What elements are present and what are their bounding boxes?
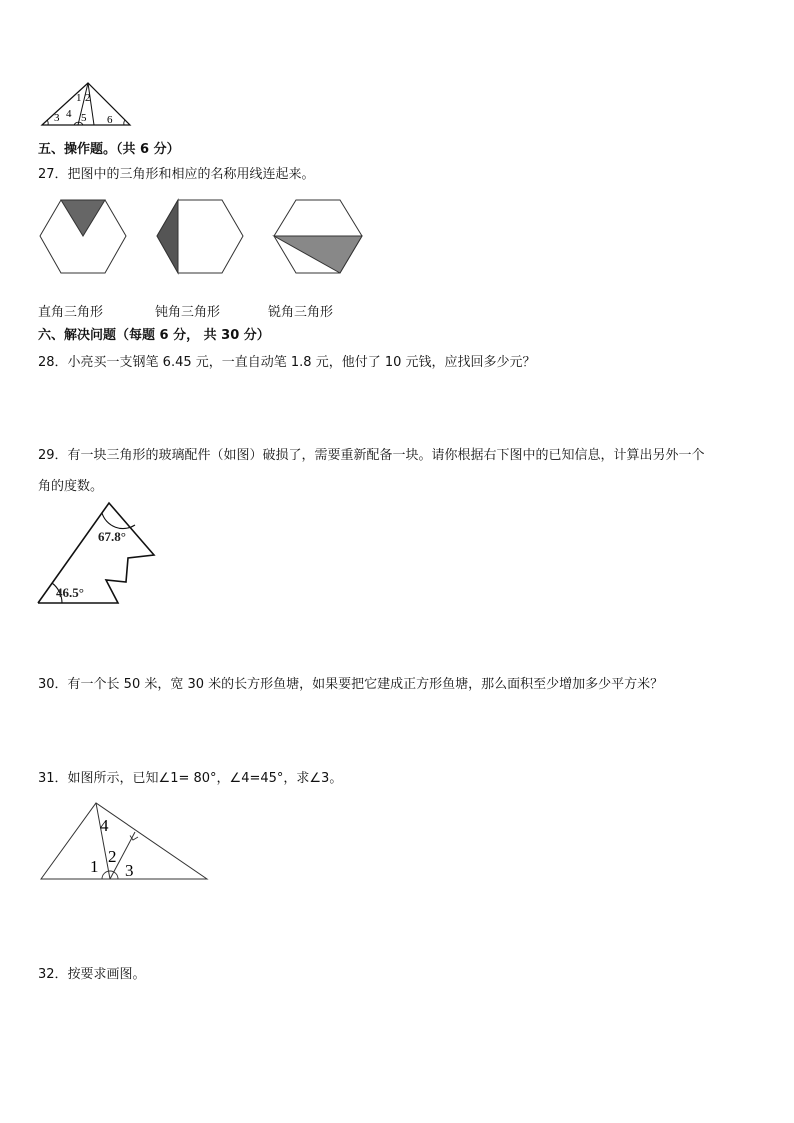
question-31-text: 31．如图所示，已知∠1= 80°，∠4=45°，求∠3。 (38, 771, 343, 786)
angle-label-2: 2 (108, 847, 117, 866)
angle-label: 6 (107, 114, 113, 126)
question-28-text: 28．小亮买一支钢笔 6.45 元，一直自动笔 1.8 元，他付了 10 元钱，应找回多少元？ (38, 355, 536, 370)
angle-triangle-figure (38, 800, 210, 884)
angle-label: 5 (81, 112, 87, 124)
hexagon-acute-triangle-figure (272, 198, 364, 278)
section-5-heading: 五、操作题。（共 6 分） (38, 142, 180, 157)
angle-top-value: 67.8° (98, 529, 126, 544)
triangle-name-obtuse: 钝角三角形 (155, 305, 221, 320)
triangle-name-acute: 锐角三角形 (268, 305, 334, 320)
hexagon-right-triangle-figure (38, 198, 128, 278)
angle-label: 2 (85, 92, 91, 104)
angle-label: 4 (66, 108, 72, 120)
question-29-text-line2: 角的度数。 (38, 479, 104, 494)
angle-label-3: 3 (125, 861, 134, 880)
triangle-name-right: 直角三角形 (38, 305, 104, 320)
angle-label: 3 (54, 112, 60, 124)
hexagon-obtuse-triangle-figure (155, 198, 245, 278)
angle-bottom-value: 46.5° (56, 585, 84, 600)
angle-label: 1 (76, 92, 82, 104)
broken-glass-figure (36, 500, 160, 608)
angle-label-4: 4 (100, 816, 109, 835)
question-30-text: 30．有一个长 50 米，宽 30 米的长方形鱼塘，如果要把它建成正方形鱼塘，那么面积至少增加多少平方米？ (38, 677, 664, 692)
top-triangle-figure (40, 80, 132, 130)
question-32-text: 32．按要求画图。 (38, 967, 146, 982)
question-27-text: 27．把图中的三角形和相应的名称用线连起来。 (38, 167, 315, 182)
angle-label-1: 1 (90, 857, 99, 876)
question-29-text-line1: 29．有一块三角形的玻璃配件（如图）破损了，需要重新配备一块。请你根据右下图中的已知信息，计算出另外一个 (38, 448, 705, 463)
section-6-heading: 六、解决问题（每题 6 分， 共 30 分） (38, 328, 270, 343)
